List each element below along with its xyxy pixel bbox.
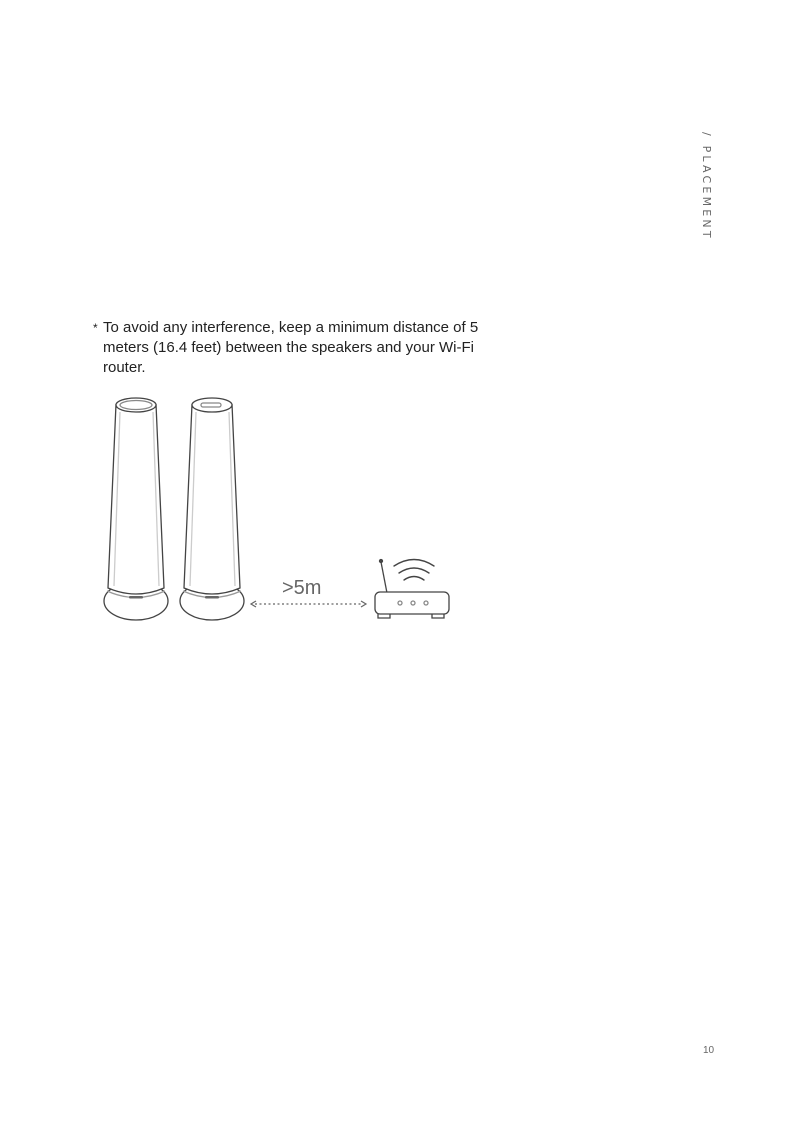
distance-label: >5m bbox=[282, 577, 322, 599]
right-speaker-icon bbox=[180, 398, 244, 620]
note-marker: * bbox=[93, 321, 98, 335]
left-speaker-icon bbox=[104, 398, 168, 620]
speaker-router-illustration bbox=[96, 390, 456, 630]
section-label: / PLACEMENT bbox=[700, 132, 713, 241]
page-number: 10 bbox=[703, 1045, 715, 1056]
placement-note bbox=[93, 318, 513, 378]
note-text: To avoid any interference, keep a minimum distance of 5 meters (16.4 feet) between the speakers and your Wi-Fi router. bbox=[103, 319, 479, 376]
wifi-signal-icon bbox=[394, 560, 434, 581]
distance-arrow-icon bbox=[251, 601, 366, 607]
